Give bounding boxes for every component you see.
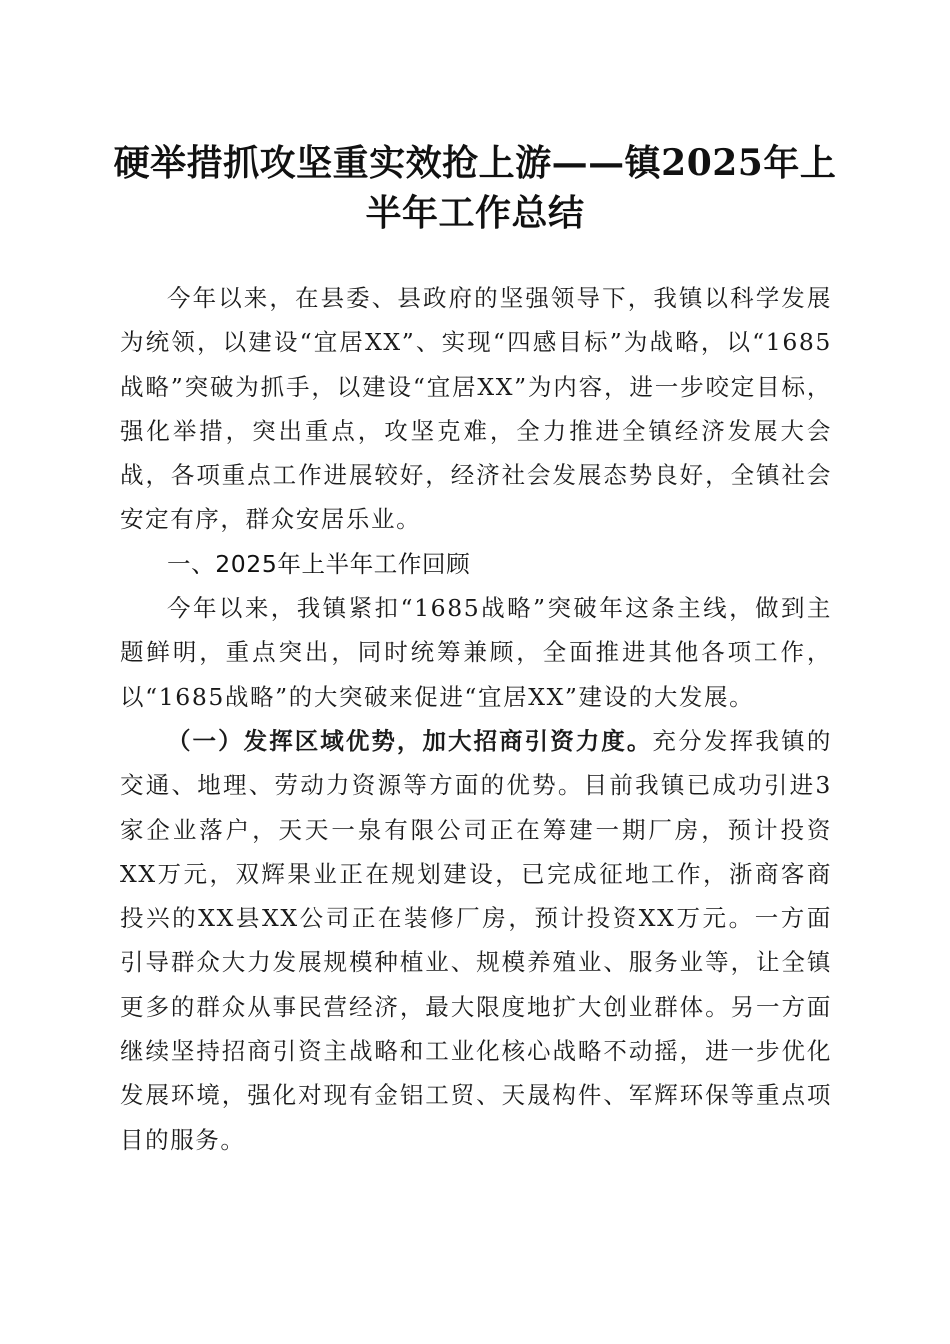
- subsection-heading: （一）发挥区域优势，加大招商引资力度。: [167, 726, 653, 755]
- subsection-body: 充分发挥我镇的交通、地理、劳动力资源等方面的优势。目前我镇已成功引进3家企业落户，天天一泉有限公司正在筹建一期厂房，预计投资XX万元，双辉果业正在规划建设，已完成征地工作，浙商客商投兴的XX县XX公司正在装修厂房，预计投资XX万元。一方面引导群众大力发展规模种植业、规模养殖业、服务业等，让全镇更多的群众从事民营经济，最大限度地扩大创业群体。另一方面继续坚持招商引资主战略和工业化核心战略不动摇，进一步优化发展环境，强化对现有金铝工贸、天晟构件、军辉环保等重点项目的服务。: [120, 726, 832, 1154]
- document-title: 硬举措抓攻坚重实效抢上游——镇2025年上半年工作总结: [113, 142, 837, 234]
- section-paragraph: 今年以来，我镇紧扣“1685战略”突破年这条主线，做到主题鲜明，重点突出，同时统筹兼顾，全面推进其他各项工作，以“1685战略”的大突破来促进“宜居XX”建设的大发展。: [120, 594, 832, 711]
- section-heading: 一、2025年上半年工作回顾: [167, 549, 471, 578]
- document-body: [120, 276, 832, 1162]
- subsection-paragraph: [120, 719, 832, 1162]
- intro-paragraph: 今年以来，在县委、县政府的坚强领导下，我镇以科学发展为统领，以建设“宜居XX”、实现“四感目标”为战略，以“1685战略”突破为抓手，以建设“宜居XX”为内容，进一步咬定目标，强化举措，突出重点，攻坚克难，全力推进全镇经济发展大会战，各项重点工作进展较好，经济社会发展态势良好，全镇社会安定有序，群众安居乐业。: [120, 284, 832, 534]
